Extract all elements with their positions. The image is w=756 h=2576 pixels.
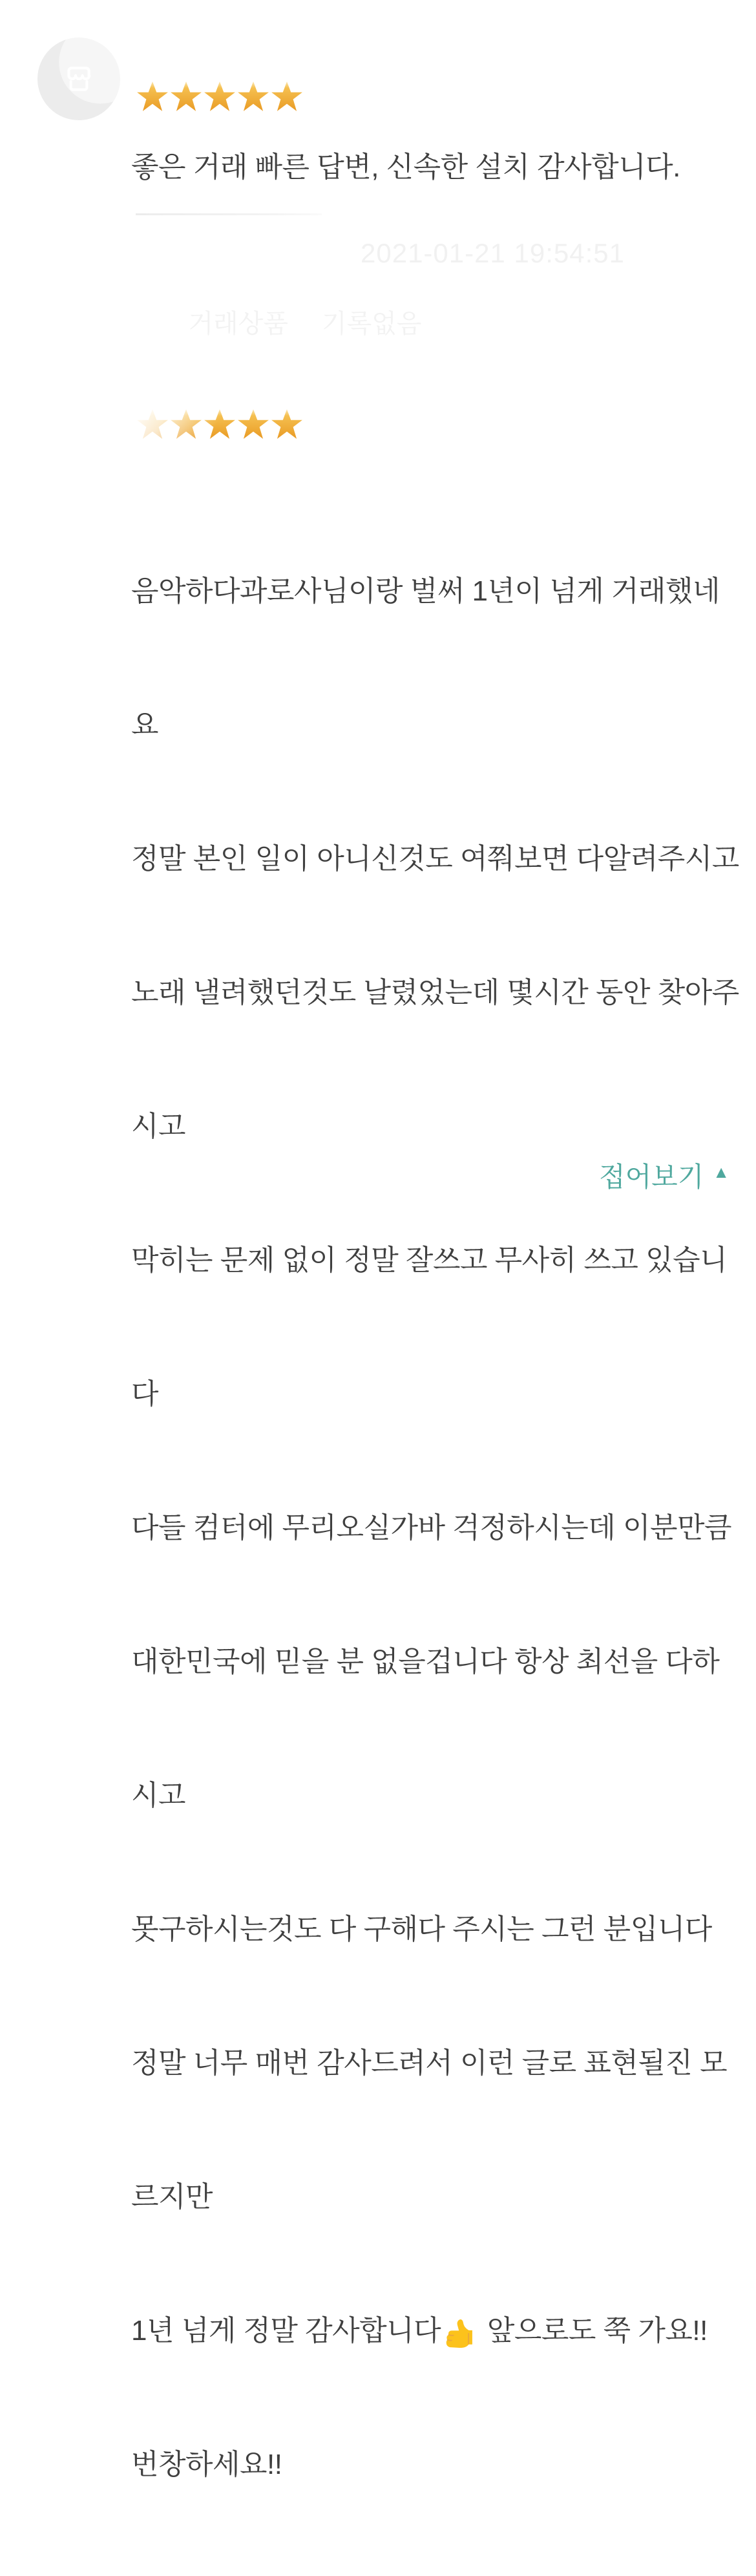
review-text-line: 대한민국에 믿을 분 없을겁니다 항상 최선을 다하 — [131, 1646, 720, 1677]
review-text-line: 번창하세요!! — [131, 2449, 282, 2480]
review-text-line: 시고 — [131, 1780, 186, 1811]
star-rating — [136, 80, 304, 114]
review-text-line: 르지만 — [131, 2181, 213, 2213]
traded-product-row-faded — [160, 274, 422, 369]
review-text-line: 다 — [131, 1378, 159, 1410]
star-icon — [169, 408, 203, 442]
review-text-line: 정말 본인 일이 아니신것도 여쭤보면 다알려주시고 — [131, 843, 739, 875]
review-text: 좋은 거래 빠른 답변, 신속한 설치 감사합니다. — [131, 151, 680, 183]
collapse-review-button[interactable] — [599, 1156, 730, 1195]
star-icon — [136, 408, 169, 442]
star-icon — [203, 80, 236, 114]
review-text-segment: 1년 넘게 정말 감사합니다 — [131, 2315, 441, 2347]
review-text-line: 시고 — [131, 1111, 186, 1142]
traded-product-label: 거래상품 — [188, 310, 289, 338]
traded-product-value: 기록없음 — [322, 310, 422, 338]
review-text-line: 노래 낼려했던것도 날렸었는데 몇시간 동안 찾아주 — [131, 977, 739, 1008]
star-icon — [270, 80, 304, 114]
review-date-faded: 2021-01-21 19:54:51 — [361, 238, 625, 268]
star-icon — [270, 408, 304, 442]
star-icon — [236, 408, 270, 442]
star-rating — [136, 408, 304, 442]
collapse-label: 접어보기 — [599, 1162, 704, 1192]
chevron-up-icon: ▲ — [713, 1162, 730, 1182]
review-text-line: 음악하다과로사님이랑 벌써 1년이 넘게 거래했네 — [131, 575, 720, 607]
star-icon — [136, 80, 169, 114]
thumbs-up-emoji-icon — [443, 2317, 476, 2350]
review-text — [131, 480, 739, 2576]
star-icon — [236, 80, 270, 114]
review-text-line: 정말 너무 매번 감사드려서 이런 글로 표현될진 모 — [131, 2047, 728, 2079]
star-icon — [169, 80, 203, 114]
review-text-line: 막히는 문제 없이 정말 잘쓰고 무사히 쓰고 있습니 — [131, 1244, 728, 1276]
reviewer-avatar[interactable] — [37, 37, 120, 120]
review-text-line: 다들 컴터에 무리오실가바 걱정하시는데 이분만큼 — [131, 1512, 731, 1544]
star-icon — [203, 408, 236, 442]
storefront-icon — [61, 61, 96, 96]
faint-divider — [136, 213, 322, 215]
review-text-segment: 앞으로도 쭉 가요!! — [479, 2315, 708, 2347]
review-text-line — [131, 2308, 739, 2353]
review-text-line: 못구하시는것도 다 구해다 주시는 그런 분입니다 — [131, 1913, 712, 1945]
review-text-line: 요 — [131, 709, 159, 741]
